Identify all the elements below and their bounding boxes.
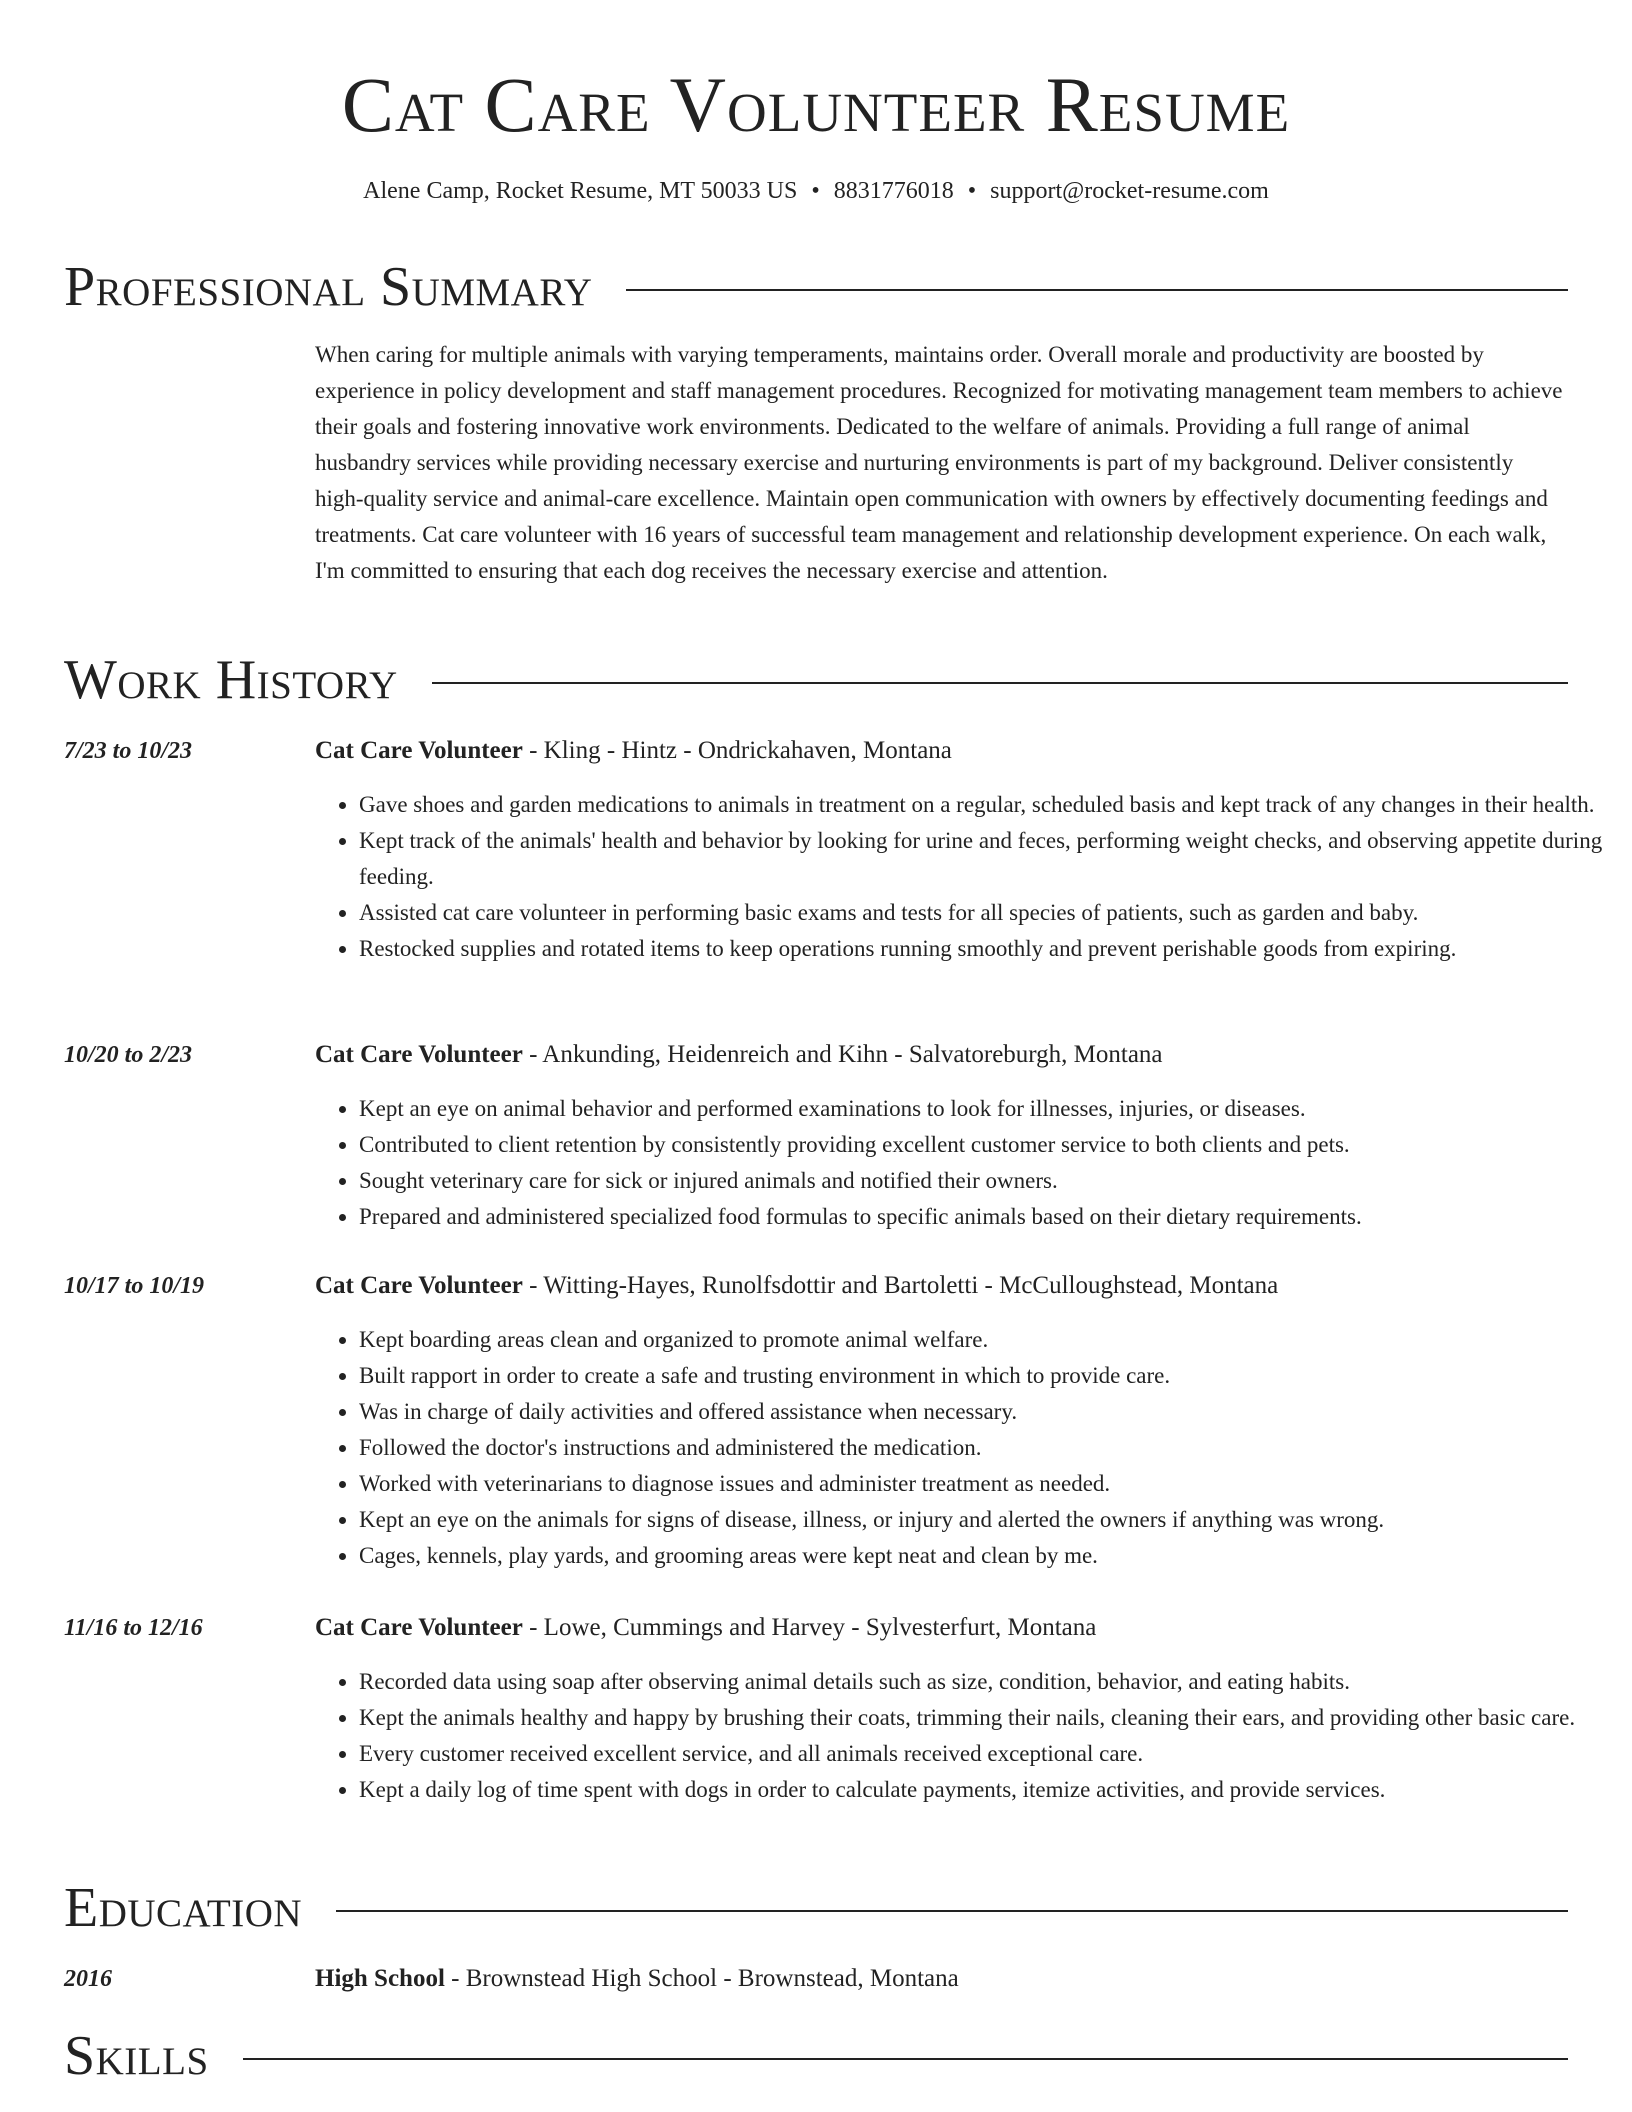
contact-email: support@rocket-resume.com [990,178,1269,204]
job-bullet: • Recorded data using soap after observing animal details such as size, condition, behavior, and eating habits. [359,1664,1612,1700]
job-dates: 7/23 to 10/23 [64,738,193,764]
education-section-header [64,1876,1568,1940]
job-bullet: • Kept the animals healthy and happy by brushing their coats, trimming their nails, cleaning their ears, and providing other basic care. [359,1700,1612,1736]
job-role: Cat Care Volunteer [315,737,523,764]
section-divider [336,1910,1568,1912]
contact-address: Alene Camp, Rocket Resume, MT 50033 US [363,178,798,204]
job-bullet: • Cages, kennels, play yards, and grooming areas were kept neat and clean by me. [359,1538,1612,1574]
job-bullet: • Kept boarding areas clean and organized to promote animal welfare. [359,1322,1612,1358]
job-bullet: • Restocked supplies and rotated items to keep operations running smoothly and prevent perishable goods from expiring. [359,931,1612,967]
education-school: - Brownstead High School - Brownstead, Montana [444,1965,959,1992]
resume-title: Cat Care Volunteer Resume [341,61,1291,148]
job-bullet: • Prepared and administered specialized food formulas to specific animals based on their dietary requirements. [359,1199,1612,1235]
job-bullet: • Contributed to client retention by consistently providing excellent customer service to both clients and pets. [359,1127,1612,1163]
section-divider [432,682,1568,684]
summary-section-header [64,255,1568,319]
job-dates: 10/20 to 2/23 [64,1042,193,1068]
job-bullet: • Built rapport in order to create a safe and trusting environment in which to provide care. [359,1358,1612,1394]
job-dates: 10/17 to 10/19 [64,1273,205,1299]
job-title-line [315,1612,1096,1644]
job-bullet: • Kept track of the animals' health and behavior by looking for urine and feces, performing weight checks, and observing appetite during feeding. [359,823,1612,895]
section-divider [243,2058,1568,2060]
contact-line [0,175,1632,207]
job-role: Cat Care Volunteer [315,1614,523,1641]
job-bullets [315,1664,1612,1808]
job-title-line [315,735,952,767]
work-section-header [64,648,1568,712]
job-title-line [315,1039,1163,1071]
skills-section-header [64,2024,1568,2088]
skills-heading: Skills [64,2025,209,2087]
job-title-line [315,1270,1278,1302]
education-year: 2016 [64,1966,112,1992]
job-bullet: • Gave shoes and garden medications to animals in treatment on a regular, scheduled basis and kept track of any changes in their health. [359,787,1612,823]
contact-phone: 8831776018 [833,178,954,204]
contact-separator: • [967,178,977,204]
job-bullet: • Every customer received excellent service, and all animals received exceptional care. [359,1736,1612,1772]
job-role: Cat Care Volunteer [315,1041,523,1068]
job-bullets [315,1322,1612,1574]
section-divider [626,289,1568,291]
job-bullet: • Kept an eye on animal behavior and performed examinations to look for illnesses, injuries, or diseases. [359,1091,1612,1127]
job-bullet: • Kept an eye on the animals for signs of disease, illness, or injury and alerted the owners if anything was wrong. [359,1502,1612,1538]
education-heading: Education [64,1877,303,1939]
job-bullet: • Followed the doctor's instructions and administered the medication. [359,1430,1612,1466]
job-bullets [315,787,1612,967]
work-heading: Work History [64,649,398,711]
job-bullets [315,1091,1612,1235]
job-employer: - Lowe, Cummings and Harvey - Sylvesterfurt, Montana [522,1614,1097,1641]
education-degree: High School [315,1965,445,1992]
education-title-line [315,1963,959,1995]
job-employer: - Kling - Hintz - Ondrickahaven, Montana [522,737,952,764]
job-employer: - Ankunding, Heidenreich and Kihn - Salvatoreburgh, Montana [522,1041,1163,1068]
job-bullet: • Kept a daily log of time spent with dogs in order to calculate payments, itemize activities, and provide services. [359,1772,1612,1808]
contact-separator: • [811,178,820,204]
job-dates: 11/16 to 12/16 [64,1615,203,1641]
job-role: Cat Care Volunteer [315,1272,523,1299]
job-bullet: • Assisted cat care volunteer in performing basic exams and tests for all species of patients, such as garden and baby. [359,895,1612,931]
job-bullet: • Sought veterinary care for sick or injured animals and notified their owners. [359,1163,1612,1199]
job-bullet: • Was in charge of daily activities and offered assistance when necessary. [359,1394,1612,1430]
job-bullet: • Worked with veterinarians to diagnose issues and administer treatment as needed. [359,1466,1612,1502]
summary-text: When caring for multiple animals with varying temperaments, maintains order. Overall morale and productivity are boosted by experience in policy development and staff management procedures. Recognized for motivating management team members to achieve their goals and fostering innovative work environments. Dedicated to the welfare of animals. Providing a full range of animal husbandry services while providing necessary exercise and nurturing environments is part of my background. Deliver consistently high-quality service and animal-care excellence. Maintain open communication with owners by effectively documenting feedings and treatments. Cat care volunteer with 16 years of successful team management and relationship development experience. On each walk, I'm committed to ensuring that each dog receives the necessary exercise and attention. [315,342,1563,583]
summary-heading: Professional Summary [64,256,593,318]
job-employer: - Witting-Hayes, Runolfsdottir and Bartoletti - McCulloughstead, Montana [522,1272,1279,1299]
